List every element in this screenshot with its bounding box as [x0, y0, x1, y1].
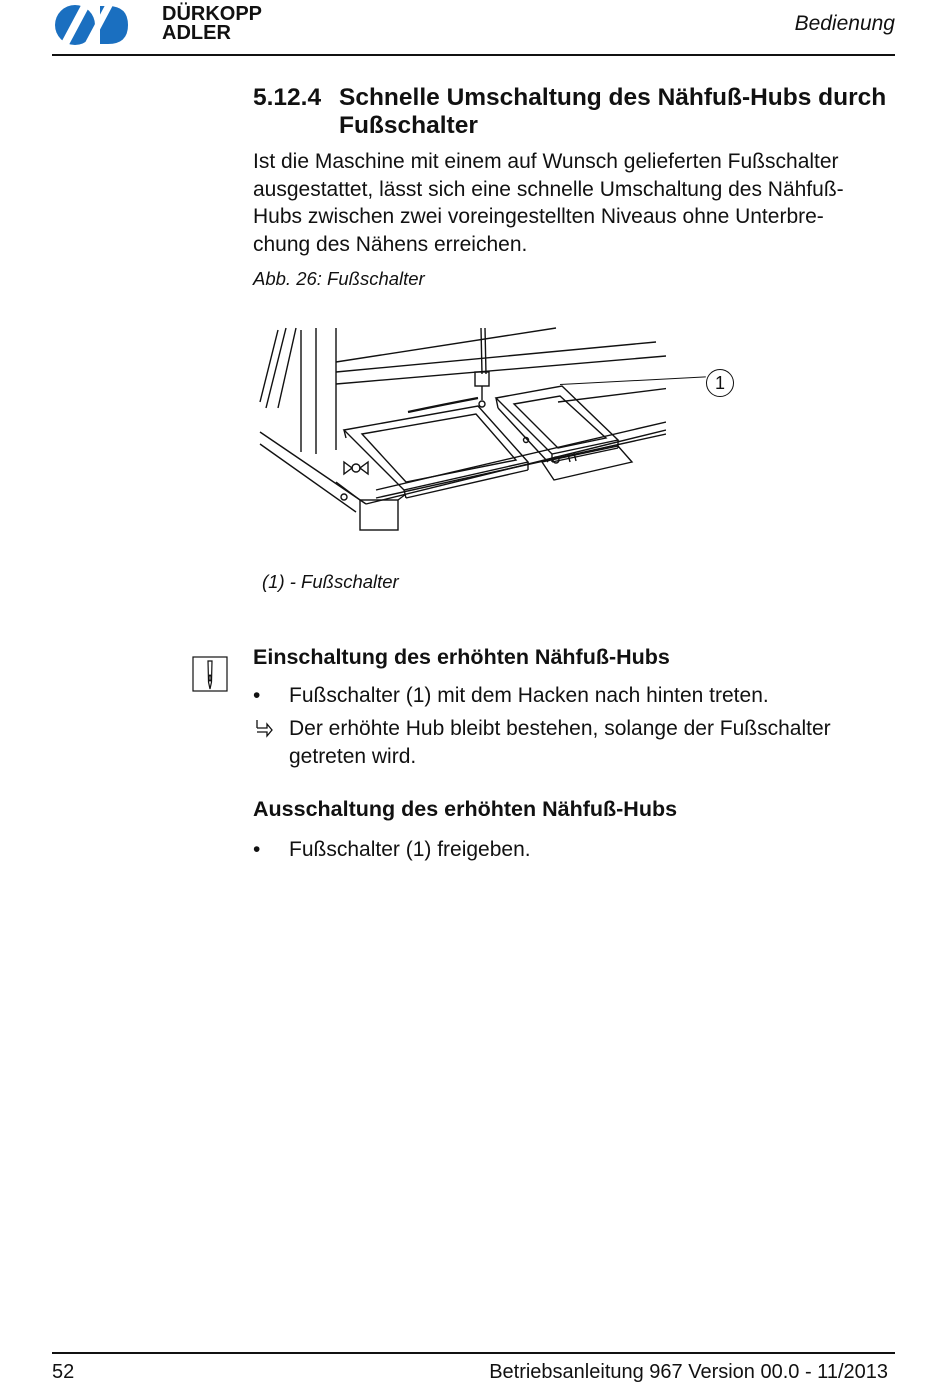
running-header-title: Bedienung — [794, 12, 895, 35]
page-number: 52 — [52, 1361, 75, 1383]
brand-name-line2: ADLER — [162, 22, 231, 44]
footer-divider — [52, 1352, 895, 1354]
needle-tip-icon — [192, 656, 228, 692]
logo-mark-icon — [52, 2, 152, 48]
section-number: 5.12.4 — [253, 84, 322, 111]
deactivation-step-text: Fußschalter (1) freigeben. — [289, 838, 531, 861]
section-heading — [253, 84, 903, 140]
intro-line: Hubs zwischen zwei voreingestellten Niveaus ohne Unterbre- — [253, 205, 824, 228]
activation-step — [253, 682, 903, 710]
figure-legend: (1) - Fußschalter — [262, 571, 399, 592]
intro-paragraph — [253, 148, 893, 258]
document-reference: Betriebsanleitung 967 Version 00.0 - 11/2013 — [489, 1361, 888, 1383]
activation-result-line2: getreten wird. — [289, 744, 417, 768]
deactivation-heading: Ausschaltung des erhöhten Nähfuß-Hubs — [253, 797, 678, 821]
brand-name — [162, 5, 262, 43]
activation-result-line1: Der erhöhte Hub bleibt bestehen, solange der Fußschalter — [289, 717, 831, 740]
activation-heading: Einschaltung des erhöhten Nähfuß-Hubs — [253, 645, 670, 669]
header-divider — [52, 54, 895, 56]
result-arrow-icon — [253, 715, 283, 743]
deactivation-step — [253, 836, 903, 864]
foot-switch-illustration — [256, 322, 666, 537]
activation-result — [253, 715, 903, 770]
intro-line: ausgestattet, lässt sich eine schnelle Umschaltung des Nähfuß- — [253, 177, 844, 201]
brand-logo — [52, 2, 263, 48]
section-title-line2: Fußschalter — [339, 112, 478, 139]
section-title-line1: Schnelle Umschaltung des Nähfuß-Hubs durch — [339, 84, 887, 111]
activation-step-text: Fußschalter (1) mit dem Hacken nach hinten treten. — [289, 684, 769, 707]
bullet-marker: • — [253, 838, 261, 861]
bullet-marker: • — [253, 684, 261, 707]
intro-line: Ist die Maschine mit einem auf Wunsch gelieferten Fußschalter — [253, 150, 839, 173]
brand-name-line1: DÜRKOPP — [162, 3, 263, 25]
figure-caption: Abb. 26: Fußschalter — [253, 268, 425, 289]
figure-callout-number: 1 — [706, 369, 734, 397]
intro-line: chung des Nähens erreichen. — [253, 232, 528, 256]
